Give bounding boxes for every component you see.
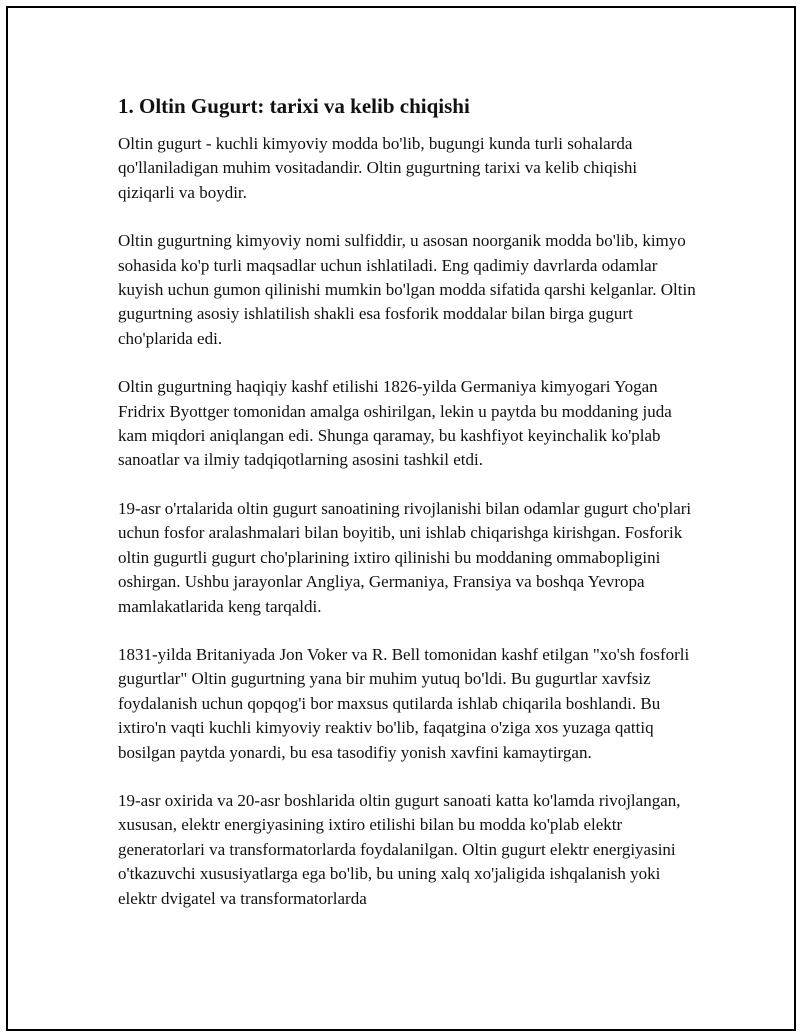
paragraph: Oltin gugurtning haqiqiy kashf etilishi 1826-yilda Germaniya kimyogari Yogan Fridrix Byottger tomonidan amalga oshirilgan, lekin u paytda bu moddaning juda kam miqdori aniqlangan edi. Shunga qaramay, bu kashfiyot keyinchalik ko'plab sanoatlar va ilmiy tadqiqotlarning asosini tashkil etdi. xyxy=(118,377,672,470)
paragraph: Oltin gugurt - kuchli kimyoviy modda bo'lib, bugungi kunda turli sohalarda qo'llaniladigan muhim vositadandir. Oltin gugurtning tarixi va kelib chiqishi qiziqarli va boydir. xyxy=(118,134,638,202)
paragraph: 19-asr o'rtalarida oltin gugurt sanoatining rivojlanishi bilan odamlar gugurt cho'plari uchun fosfor aralashmalari bilan boyitib, uni ishlab chiqarishga kirishgan. Fosforik oltin gugurtli gugurt cho'plarining ixtiro qilinishi bu moddaning ommabopligini oshirgan. Ushbu jarayonlar Angliya, Germaniya, Fransiya va boshqa Yevropa mamlakatlarida keng tarqaldi. xyxy=(118,498,692,616)
paragraph: Oltin gugurtning kimyoviy nomi sulfiddir, u asosan noorganik modda bo'lib, kimyo sohasida ko'p turli maqsadlar uchun ishlatiladi. Eng qadimiy davrlarda odamlar kuyish uchun gumon qilinishi mumkin bo'lgan modda sifatida qarshi kelganlar. Oltin gugurtning asosiy ishlatilish shakli esa fosforik moddalar bilan birga gugurt cho'plarida edi. xyxy=(118,231,696,348)
paragraph: 1831-yilda Britaniyada Jon Voker va R. Bell tomonidan kashf etilgan "xo'sh fosforli gugurtlar" Oltin gugurtning yana bir muhim yutuq bo'ldi. Bu gugurtlar xavfsiz foydalanish uchun qopqog'i bor maxsus qutilarda ishlab chiqarila boshlandi. Bu ixtiro'n vaqti kuchli kimyoviy reaktiv bo'lib, faqatgina o'ziga xos yuzaga qattiq bosilgan paytda yonardi, bu esa tasodifiy yonish xavfini kamaytirgan. xyxy=(118,644,690,762)
section-heading: 1. Oltin Gugurt: tarixi va kelib chiqishi xyxy=(118,94,470,118)
paragraph: 19-asr oxirida va 20-asr boshlarida oltin gugurt sanoati katta ko'lamda rivojlangan, xususan, elektr energiyasining ixtiro etilishi bilan bu modda ko'plab elektr generatorlari va transformatorlarda foydalanilgan. Oltin gugurt elektr energiyasini o'tkazuvchi xususiyatlarga ega bo'lib, bu uning xalq xo'jaligida ishqalanish yoki elektr dvigatel va transformatorlarda xyxy=(118,790,681,908)
document-body xyxy=(118,92,698,935)
